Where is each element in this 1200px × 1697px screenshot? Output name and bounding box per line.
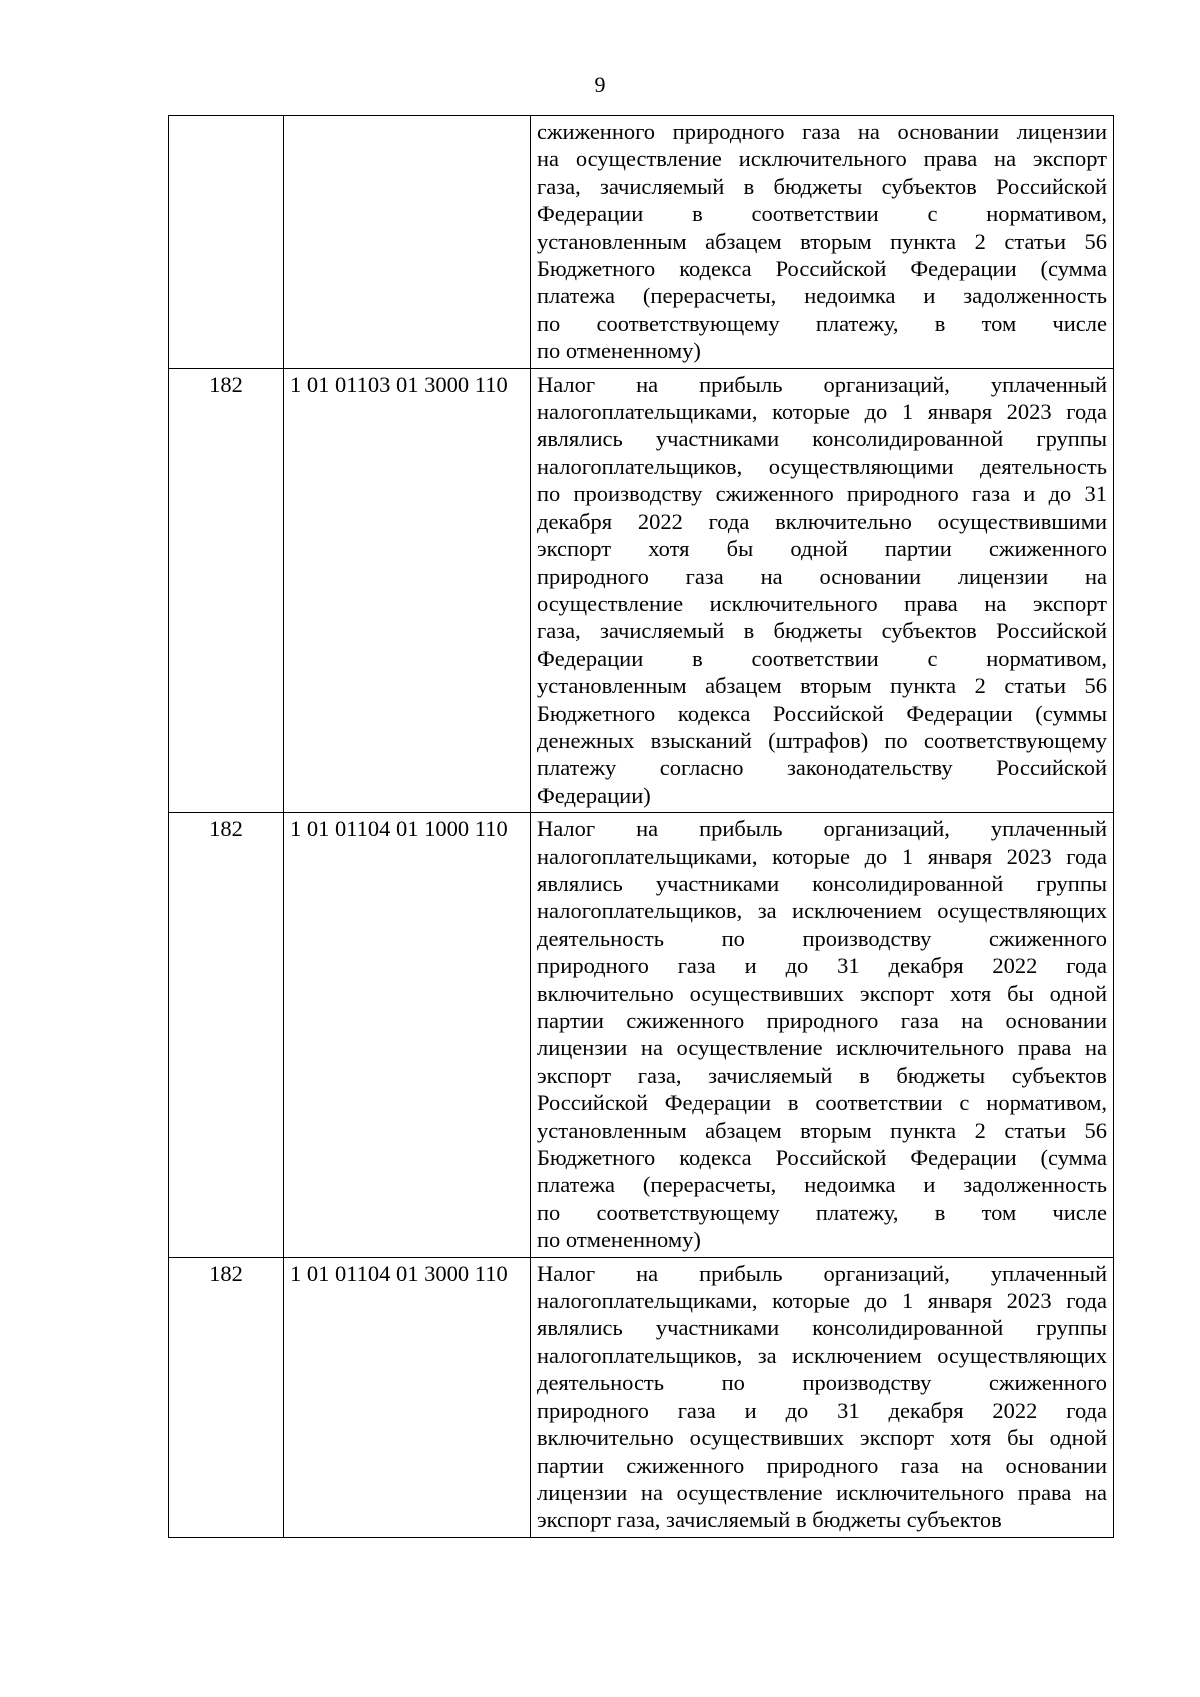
income-description-cell	[531, 368, 1114, 813]
description-line: деятельность по производству сжиженного	[537, 925, 1107, 951]
description-line: платежа (перерасчеты, недоимка и задолженность	[537, 1172, 1107, 1198]
page-number: 9	[594, 72, 606, 97]
description-line: по соответствующему платежу, в том числе	[537, 1199, 1107, 1225]
budget-classification-code-cell: 1 01 01104 01 1000 110	[284, 813, 531, 1258]
description-line: налогоплательщиков, за исключением осуществляющих	[537, 1342, 1107, 1368]
description-line: по отмененному)	[537, 1227, 701, 1253]
income-description-cell	[531, 813, 1114, 1258]
table-row	[169, 368, 1114, 813]
description-line: являлись участниками консолидированной группы	[537, 870, 1107, 896]
description-line: установленным абзацем вторым пункта 2 статьи 56	[537, 673, 1107, 699]
description-line: Налог на прибыль организаций, уплаченный	[537, 1260, 1107, 1286]
description-line: Налог на прибыль организаций, уплаченный	[537, 816, 1107, 842]
description-line: по производству сжиженного природного газа и до 31	[537, 481, 1107, 507]
administrator-code-cell: 182	[169, 813, 284, 1258]
table-row	[169, 116, 1114, 369]
description-line: по соответствующему платежу, в том числе	[537, 310, 1107, 336]
description-line: включительно осуществивших экспорт хотя бы одной	[537, 1425, 1107, 1451]
budget-codes-table	[168, 115, 1114, 1538]
description-line: налогоплательщиками, которые до 1 января 2023 года	[537, 843, 1107, 869]
description-line: деятельность по производству сжиженного	[537, 1370, 1107, 1396]
description-line: являлись участниками консолидированной группы	[537, 426, 1107, 452]
description-line: Бюджетного кодекса Российской Федерации (суммы	[537, 700, 1107, 726]
description-line: налогоплательщиками, которые до 1 января 2023 года	[537, 399, 1107, 425]
description-line: платежу согласно законодательству Российской	[537, 755, 1107, 781]
administrator-code-cell: 182	[169, 368, 284, 813]
income-description-cell	[531, 1257, 1114, 1537]
administrator-code-cell	[169, 116, 284, 369]
description-line: Федерации)	[537, 782, 651, 808]
description-line: газа, зачисляемый в бюджеты субъектов Российской	[537, 618, 1107, 644]
budget-classification-code-cell: 1 01 01103 01 3000 110	[284, 368, 531, 813]
description-line: Федерации в соответствии с нормативом,	[537, 201, 1107, 227]
description-line: установленным абзацем вторым пункта 2 статьи 56	[537, 1117, 1107, 1143]
description-line: платежа (перерасчеты, недоимка и задолженность	[537, 283, 1107, 309]
description-line: на осуществление исключительного права на экспорт	[537, 146, 1107, 172]
description-line: экспорт газа, зачисляемый в бюджеты субъектов	[537, 1062, 1107, 1088]
description-line: налогоплательщиков, за исключением осуществляющих	[537, 898, 1107, 924]
budget-classification-code-cell: 1 01 01104 01 3000 110	[284, 1257, 531, 1537]
description-line: газа, зачисляемый в бюджеты субъектов Российской	[537, 173, 1107, 199]
description-line: природного газа и до 31 декабря 2022 года	[537, 1397, 1107, 1423]
description-line: Федерации в соответствии с нормативом,	[537, 645, 1107, 671]
description-line: партии сжиженного природного газа на основании	[537, 1008, 1107, 1033]
description-line: лицензии на осуществление исключительного права на	[537, 1479, 1107, 1505]
description-line: декабря 2022 года включительно осуществившими	[537, 508, 1107, 534]
description-line: по отмененному)	[537, 338, 701, 364]
description-line: Бюджетного кодекса Российской Федерации (сумма	[537, 1145, 1107, 1171]
description-line: налогоплательщиков, осуществляющими деятельность	[537, 453, 1107, 479]
description-line: осуществление исключительного права на экспорт	[537, 590, 1107, 616]
budget-classification-code-cell	[284, 116, 531, 369]
description-line: сжиженного природного газа на основании лицензии	[537, 119, 1107, 144]
table-row	[169, 1257, 1114, 1537]
description-line: налогоплательщиками, которые до 1 января 2023 года	[537, 1288, 1107, 1314]
description-line: природного газа на основании лицензии на	[537, 563, 1107, 589]
description-line: установленным абзацем вторым пункта 2 статьи 56	[537, 228, 1107, 254]
table-row	[169, 813, 1114, 1258]
description-line: экспорт хотя бы одной партии сжиженного	[537, 536, 1107, 562]
description-line: партии сжиженного природного газа на основании	[537, 1452, 1107, 1478]
description-line: экспорт газа, зачисляемый в бюджеты субъектов	[537, 1507, 1002, 1533]
description-line: Бюджетного кодекса Российской Федерации (сумма	[537, 256, 1107, 282]
description-line: являлись участниками консолидированной группы	[537, 1315, 1107, 1341]
description-line: природного газа и до 31 декабря 2022 года	[537, 953, 1107, 979]
description-line: включительно осуществивших экспорт хотя бы одной	[537, 980, 1107, 1006]
administrator-code-cell: 182	[169, 1257, 284, 1537]
income-description-cell	[531, 116, 1114, 369]
description-line: Российской Федерации в соответствии с нормативом,	[537, 1090, 1107, 1116]
description-line: лицензии на осуществление исключительного права на	[537, 1035, 1107, 1061]
description-line: Налог на прибыль организаций, уплаченный	[537, 371, 1107, 397]
description-line: денежных взысканий (штрафов) по соответствующему	[537, 727, 1107, 753]
